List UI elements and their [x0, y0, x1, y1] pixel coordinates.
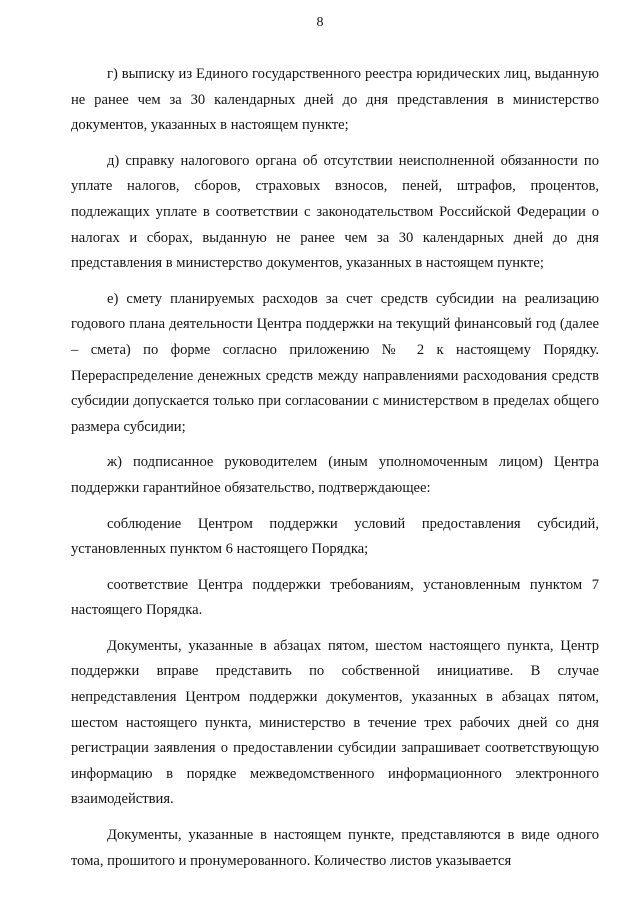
- page-number: 8: [316, 15, 324, 30]
- paragraph-document-volume: Документы, указанные в настоящем пункте, представляются в виде одного тома, прошитого и пронумерованного. Количество листов указывается: [71, 827, 599, 869]
- paragraph-item-d-tax-certificate: д) справку налогового органа об отсутствии неисполненной обязанности по уплате налогов, сборов, страховых взносов, пеней, штрафов, процентов, подлежащих уплате в соответствии с законодательством Российской Федерации о налогах и сборах, выданную не ранее чем за 30 календарных дней до дня представления в министерство документов, указанных в настоящем пункте;: [71, 152, 599, 272]
- paragraph-item-zh-guarantee: ж) подписанное руководителем (иным уполномоченным лицом) Центра поддержки гарантийное обязательство, подтверждающее:: [71, 454, 599, 496]
- paragraph-compliance-requirements: соответствие Центра поддержки требованиям, установленным пунктом 7 настоящего Порядка.: [71, 576, 599, 619]
- document-body: [71, 62, 599, 874]
- paragraph-compliance-conditions: соблюдение Центром поддержки условий предоставления субсидий, установленных пунктом 6 настоящего Порядка;: [71, 515, 599, 558]
- paragraph-item-g-egrul-extract: г) выписку из Единого государственного реестра юридических лиц, выданную не ранее чем за 30 календарных дней до дня представления в министерство документов, указанных в настоящем пункте;: [71, 66, 599, 134]
- paragraph-item-e-expense-estimate: е) смету планируемых расходов за счет средств субсидии на реализацию годового плана деятельности Центра поддержки на текущий финансовый год (далее – смета) по форме согласно приложению № 2 к настоящему Порядку. Перераспределение денежных средств между направлениями расходования средств субсидии допускается только при согласовании с министерством в пределах общего размера субсидии;: [71, 290, 599, 435]
- paragraph-own-initiative-documents: Документы, указанные в абзацах пятом, шестом настоящего пункта, Центр поддержки вправе представить по собственной инициативе. В случае непредставления Центром поддержки документов, указанных в абзацах пятом, шестом настоящего пункта, министерство в течение трех рабочих дней со дня регистрации заявления о предоставлении субсидии запрашивает соответствующую информацию в порядке межведомственного информационного электронного взаимодействия.: [71, 637, 599, 808]
